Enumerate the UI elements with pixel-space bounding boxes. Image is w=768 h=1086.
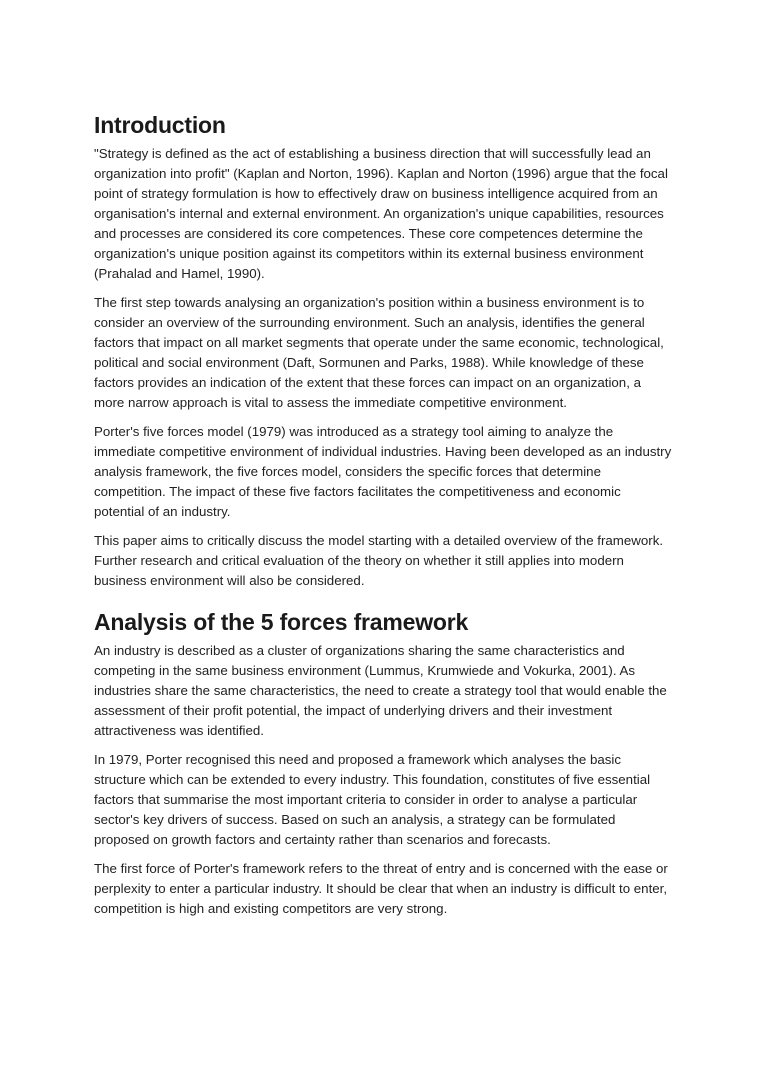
paragraph: Porter's five forces model (1979) was introduced as a strategy tool aiming to analyze the immediate competitive environment of individual industries. Having been developed as an industry analysis framework, the five forces model, considers the specific forces that determine competition. The impact of these five factors facilitates the competitiveness and economic potential of an industry. <box>94 424 672 519</box>
paragraph: The first step towards analysing an organization's position within a business environment is to consider an overview of the surrounding environment. Such an analysis, identifies the general factors that impact on all market segments that operate under the same economic, technological, political and social environment (Daft, Sormunen and Parks, 1988). While knowledge of these factors provides an indication of the extent that these forces can impact on an organization, a more narrow approach is vital to assess the immediate competitive environment. <box>94 295 664 410</box>
paragraph: This paper aims to critically discuss the model starting with a detailed overview of the framework. Further research and critical evaluation of the theory on whether it still applies into modern business environment will also be considered. <box>94 533 664 588</box>
paragraph: "Strategy is defined as the act of establishing a business direction that will successfully lead an organization into profit" (Kaplan and Norton, 1996). Kaplan and Norton (1996) argue that the focal point of strategy formulation is how to effectively draw on business intelligence acquired from an organisation's internal and external environment. An organization's unique capabilities, resources and processes are considered its core competences. These core competences determine the organization's unique position against its competitors within its external business environment (Prahalad and Hamel, 1990). <box>94 146 668 281</box>
paragraph: The first force of Porter's framework refers to the threat of entry and is concerned with the ease or perplexity to enter a particular industry. It should be clear that when an industry is difficult to enter, competition is high and existing competitors are very strong. <box>94 861 668 916</box>
section-heading-introduction: Introduction <box>94 112 226 138</box>
section-heading-analysis: Analysis of the 5 forces framework <box>94 609 469 635</box>
document-page <box>94 110 674 928</box>
paragraph: An industry is described as a cluster of organizations sharing the same characteristics and competing in the same business environment (Lummus, Krumwiede and Vokurka, 2001). As industries share the same characteristics, the need to create a strategy tool that would enable the assessment of their profit potential, the impact of underlying drivers and their investment attractiveness was identified. <box>94 643 667 738</box>
paragraph: In 1979, Porter recognised this need and proposed a framework which analyses the basic structure which can be extended to every industry. This foundation, constitutes of five essential factors that summarise the most important criteria to consider in order to analyse a particular sector's key drivers of success. Based on such an analysis, a strategy can be formulated proposed on growth factors and certainty rather than scenarios and forecasts. <box>94 752 651 847</box>
